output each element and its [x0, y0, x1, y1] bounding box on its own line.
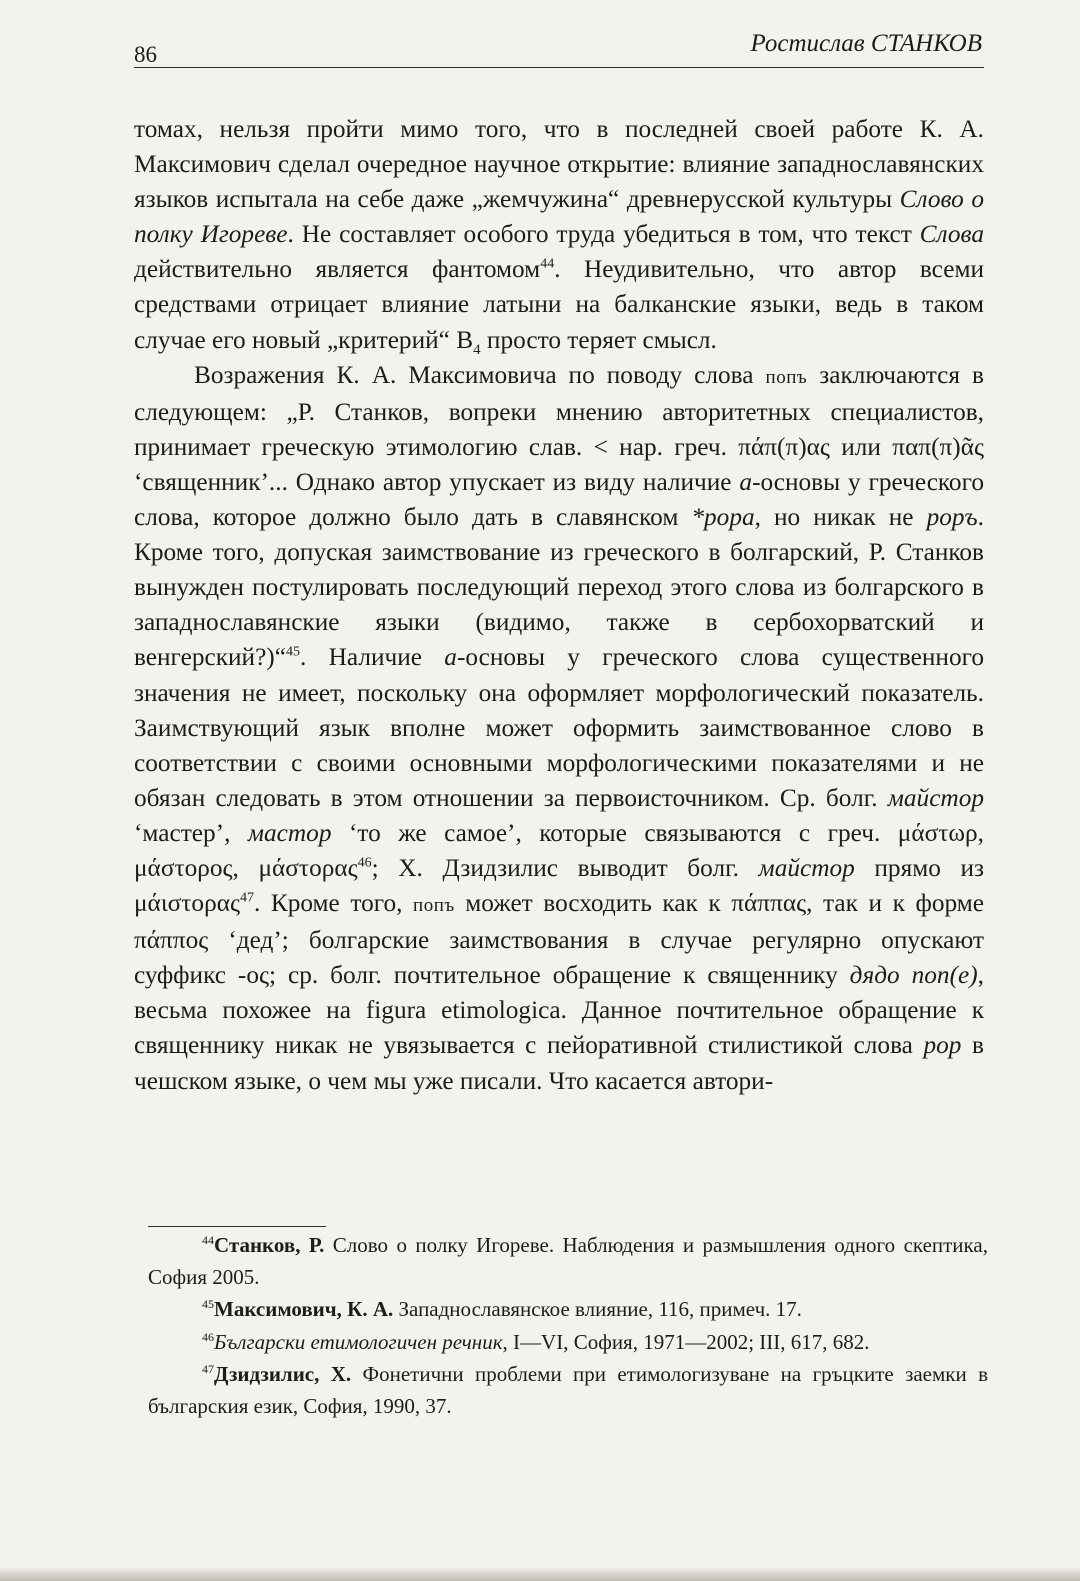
italic-run: а: [444, 643, 457, 672]
italic-run: Слова: [919, 220, 984, 249]
paragraph-1: [134, 112, 984, 358]
footnote-ref-45[interactable]: 45: [285, 644, 300, 660]
text-run: . Неудивительно, что автор всеми средствами отрицает влияние латыни на балканские языки, ведь в таком случае его новый „критерий“ В: [134, 255, 984, 354]
main-text: [134, 112, 984, 1099]
text-run: -основы у греческого слова, которое должно было дать в славянском: [134, 467, 984, 532]
italic-run: дядо поп(е): [849, 961, 978, 990]
text-run: томах, нельзя пройти мимо того, что в последней своей работе К. А. Максимович сделал очередное научное открытие: влияние западнославянских языков испытала на себе даже „жемчужина“ древнерусской культуры: [134, 115, 984, 214]
footnote-text: Западнославянское влияние, 116, примеч. 17.: [393, 1297, 802, 1322]
italic-run: popъ: [926, 503, 978, 532]
footnote-rule: [148, 1226, 326, 1227]
page-number: 86: [134, 42, 157, 67]
text-run: . Наличие: [299, 643, 445, 672]
footnote-number: 46: [202, 1329, 214, 1344]
italic-run: майстор: [758, 853, 855, 882]
footnote-47: [148, 1359, 988, 1422]
footnote-text: , I—VI, София, 1971—2002; III, 617, 682.: [502, 1329, 870, 1354]
text-run: , весьма похожее на figura etimologica. Данное почтительное обращение к священнику никак не увязывается с пейоративной стилистикой слова: [134, 961, 984, 1060]
footnote-number: 45: [202, 1297, 214, 1312]
text-run: , но никак не: [754, 503, 927, 532]
footnote-author: Дзидзилис, Х.: [214, 1362, 352, 1387]
text-run: . Не составляет особого труда убедиться в том, что текст: [287, 220, 920, 249]
text-run: -основы у греческого слова существенного значения не имеет, поскольку она оформляет морфологический показатель. Заимствующий язык вполне может оформить заимствованное слово в соответствии с своими основными морфологическими показателями и не обязан следовать в этом отношении за первоисточником. Ср. болг.: [134, 643, 984, 812]
church-slavonic-word: попъ: [765, 366, 808, 388]
footnotes: [148, 1230, 988, 1424]
text-run: . Кроме того, допуская заимствование из греческого в болгарский, Р. Станков вынужден постулировать последующий переход этого слова из болгарского в западнославянские языки (видимо, также в сербохорватский и венгерский?)“: [134, 503, 984, 672]
text-run: просто теряет смысл.: [480, 325, 717, 354]
text-run: ; Х. Дзидзилис выводит болг.: [371, 853, 759, 882]
text-run: Возражения К. А. Максимовича по поводу слова: [194, 360, 766, 389]
italic-run: мастор: [247, 818, 332, 847]
footnote-45: [148, 1294, 988, 1326]
church-slavonic-word: попъ: [413, 895, 455, 917]
footnote-46: [148, 1327, 988, 1359]
subscript: 4: [473, 341, 481, 358]
footnote-44: [148, 1230, 988, 1293]
footnote-ref-47[interactable]: 47: [239, 890, 254, 906]
text-run: ‘то же самое’, которые связываются с греч. μάστωρ, μάστορος, μάστορας: [134, 818, 984, 882]
footnote-ref-46[interactable]: 46: [357, 855, 372, 871]
page-edge-shadow: [0, 1567, 1080, 1581]
footnote-text: Слово о полку Игореве. Наблюдения и размышления одного скептика, София 2005.: [148, 1233, 989, 1289]
italic-run: Слово о полку Игореве: [134, 185, 984, 249]
footnote-ref-44[interactable]: 44: [540, 256, 555, 272]
footnote-author: Станков, Р.: [214, 1233, 325, 1257]
italic-run: pop: [923, 1031, 962, 1060]
running-title: Ростислав СТАНКОВ: [750, 30, 982, 57]
header-rule: [134, 67, 984, 68]
footnote-text: Фонетични проблеми при етимологизуване на гръцките заемки в българския език, София, 1990, 37.: [148, 1362, 988, 1418]
text-run: прямо из μάιστορας: [134, 853, 984, 918]
italic-run: а: [739, 467, 753, 496]
footnote-title: Български етимологичен речник: [214, 1329, 503, 1354]
text-run: действительно является фантомом: [134, 255, 541, 284]
paragraph-2: [134, 358, 984, 1099]
text-run: в чешском языке, о чем мы уже писали. Что касается автори-: [134, 1031, 984, 1095]
italic-run: *popa: [691, 503, 755, 532]
text-run: заключаются в следующем: „Р. Станков, вопреки мнению авторитетных специалистов, принимает греческую этимологию слав. < нар. греч. πάπ(π)ας или παπ(π)ᾶς ‘священник’... Однако автор упускает из виду наличие: [134, 360, 984, 496]
footnote-author: Максимович, К. А.: [214, 1297, 394, 1322]
text-run: ‘мастер’,: [134, 818, 248, 847]
text-run: . Кроме того,: [253, 889, 414, 918]
footnote-number: 44: [202, 1233, 214, 1247]
italic-run: майстор: [887, 783, 984, 812]
text-run: может восходить как к πάππας, так и к форме πάππος ‘дед’; болгарские заимствования в случае регулярно опускают суффикс -ος; ср. болг. почтительное обращение к священнику: [134, 889, 984, 990]
footnote-number: 47: [202, 1362, 214, 1377]
